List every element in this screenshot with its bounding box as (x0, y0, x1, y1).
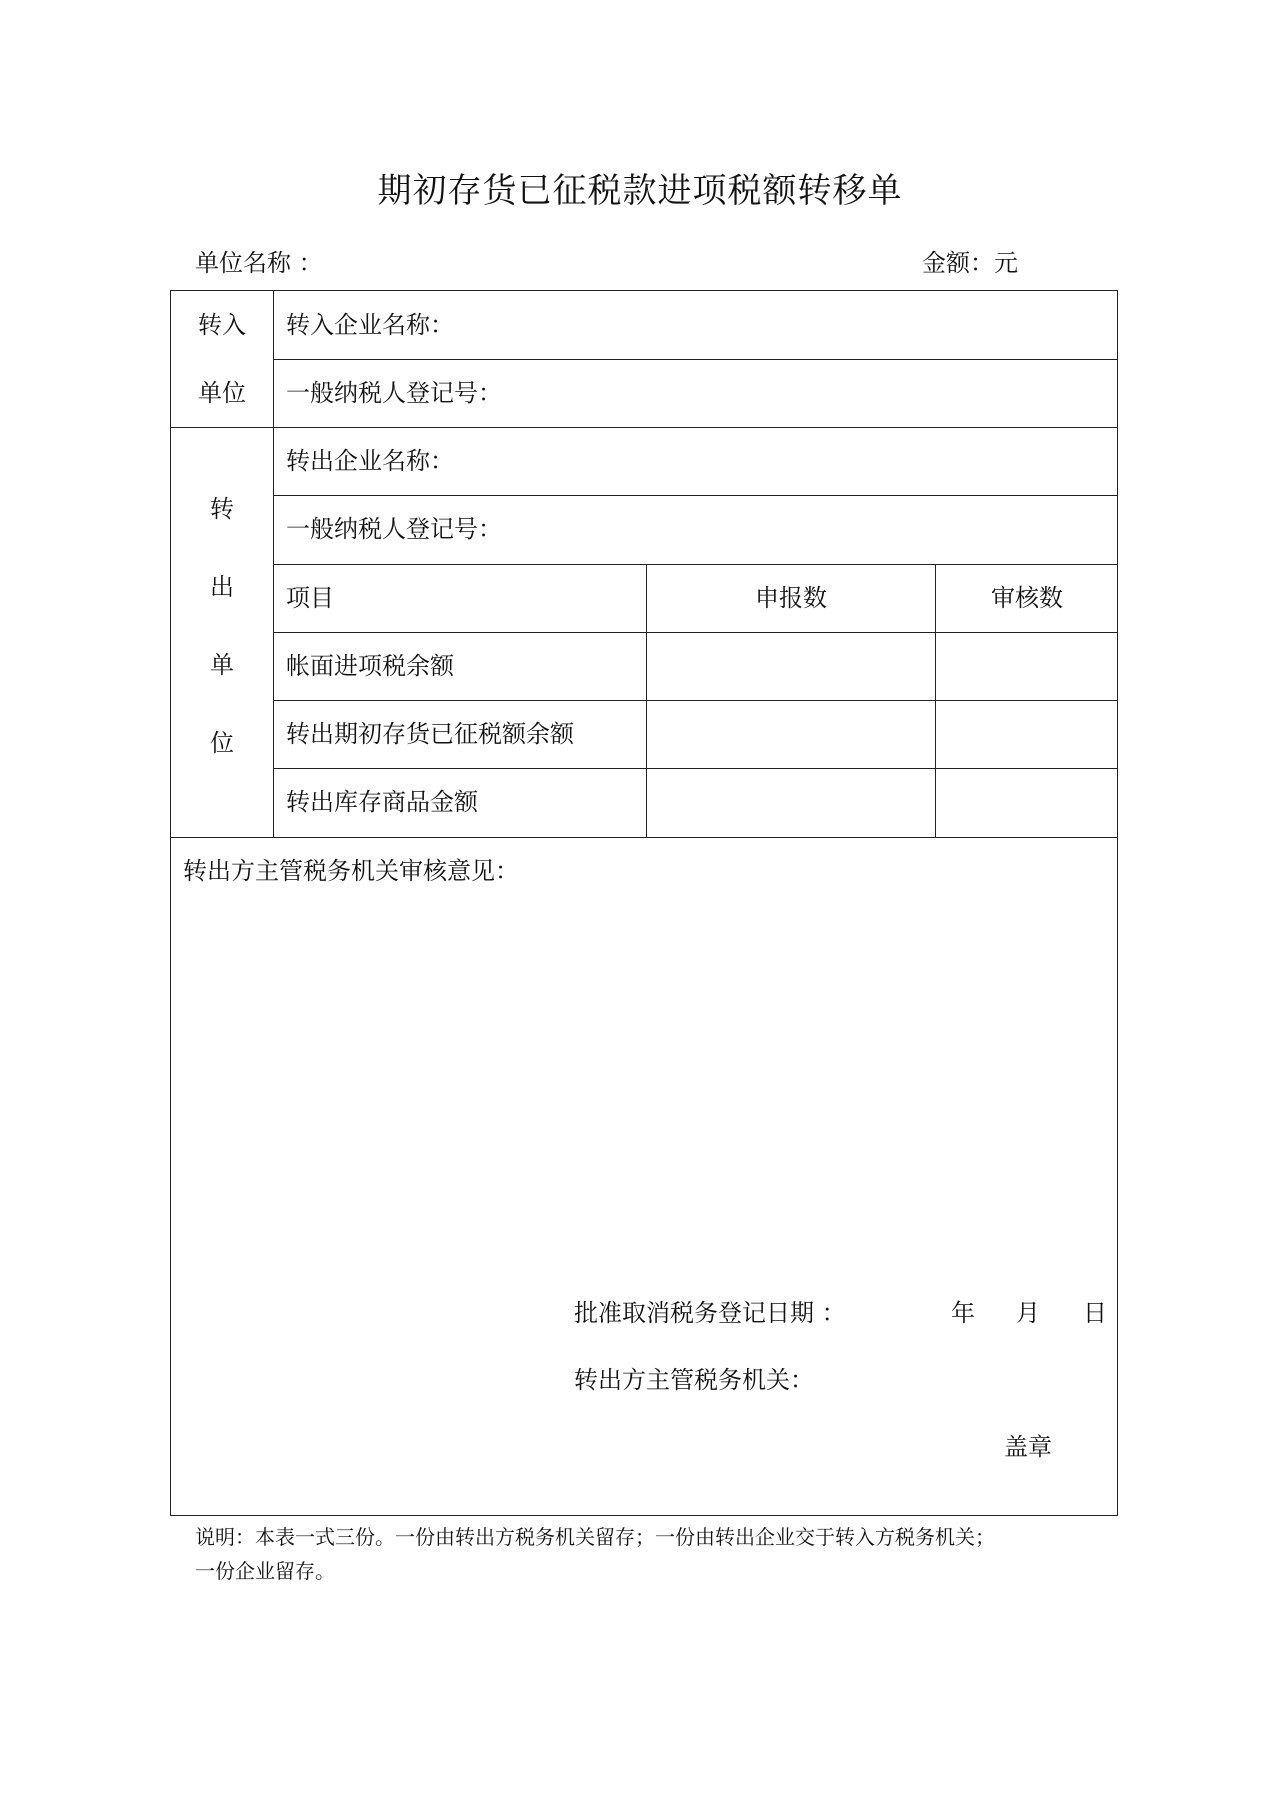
month-label: 月 (1016, 1299, 1040, 1327)
verified-value-cell[interactable] (936, 632, 1118, 700)
year-label: 年 (951, 1299, 975, 1327)
note-line-2: 一份企业留存。 (195, 1559, 335, 1583)
column-header-declared: 申报数 (755, 584, 827, 612)
declared-value-cell[interactable] (647, 768, 935, 836)
column-header-verified: 审核数 (991, 584, 1063, 612)
unit-name-label: 单位名称 ： (195, 249, 323, 277)
verified-value-cell[interactable] (936, 700, 1118, 768)
declared-value-cell[interactable] (647, 632, 935, 700)
note-line-1: 说明：本表一式三份。一份由转出方税务机关留存；一份由转出企业交于转入方税务机关； (195, 1525, 995, 1549)
transfer-in-label-2: 单位 (198, 379, 246, 407)
amount-unit-label: 金额：元 (922, 249, 1018, 277)
transfer-out-taxpayer-reg-field[interactable]: 一般纳税人登记号： (286, 515, 502, 543)
table-row-label: 帐面进项税余额 (286, 652, 454, 680)
transfer-form (170, 290, 1118, 1516)
table-row-label: 转出期初存货已征税额余额 (286, 720, 574, 748)
verified-value-cell[interactable] (936, 768, 1118, 836)
column-header-item: 项目 (286, 584, 334, 612)
transfer-out-label-char: 位 (210, 729, 234, 757)
transfer-in-company-name-field[interactable]: 转入企业名称： (286, 311, 454, 339)
transfer-in-label-1: 转入 (198, 311, 246, 339)
transfer-out-label-char: 出 (210, 573, 234, 601)
transfer-out-company-name-field[interactable]: 转出企业名称： (286, 447, 454, 475)
day-label: 日 (1083, 1299, 1107, 1327)
approval-date-label: 批准取消税务登记日期 ： (574, 1299, 846, 1327)
page-title: 期初存货已征税款进项税额转移单 (377, 171, 903, 211)
declared-value-cell[interactable] (647, 700, 935, 768)
transfer-out-label-char: 转 (210, 495, 234, 523)
review-opinion-label: 转出方主管税务机关审核意见： (183, 857, 519, 885)
transfer-in-taxpayer-reg-field[interactable]: 一般纳税人登记号： (286, 379, 502, 407)
divider (273, 291, 274, 837)
seal-label: 盖章 (1004, 1433, 1052, 1461)
tax-authority-label: 转出方主管税务机关： (574, 1366, 814, 1394)
table-row-label: 转出库存商品金额 (286, 788, 478, 816)
transfer-out-label-char: 单 (210, 651, 234, 679)
